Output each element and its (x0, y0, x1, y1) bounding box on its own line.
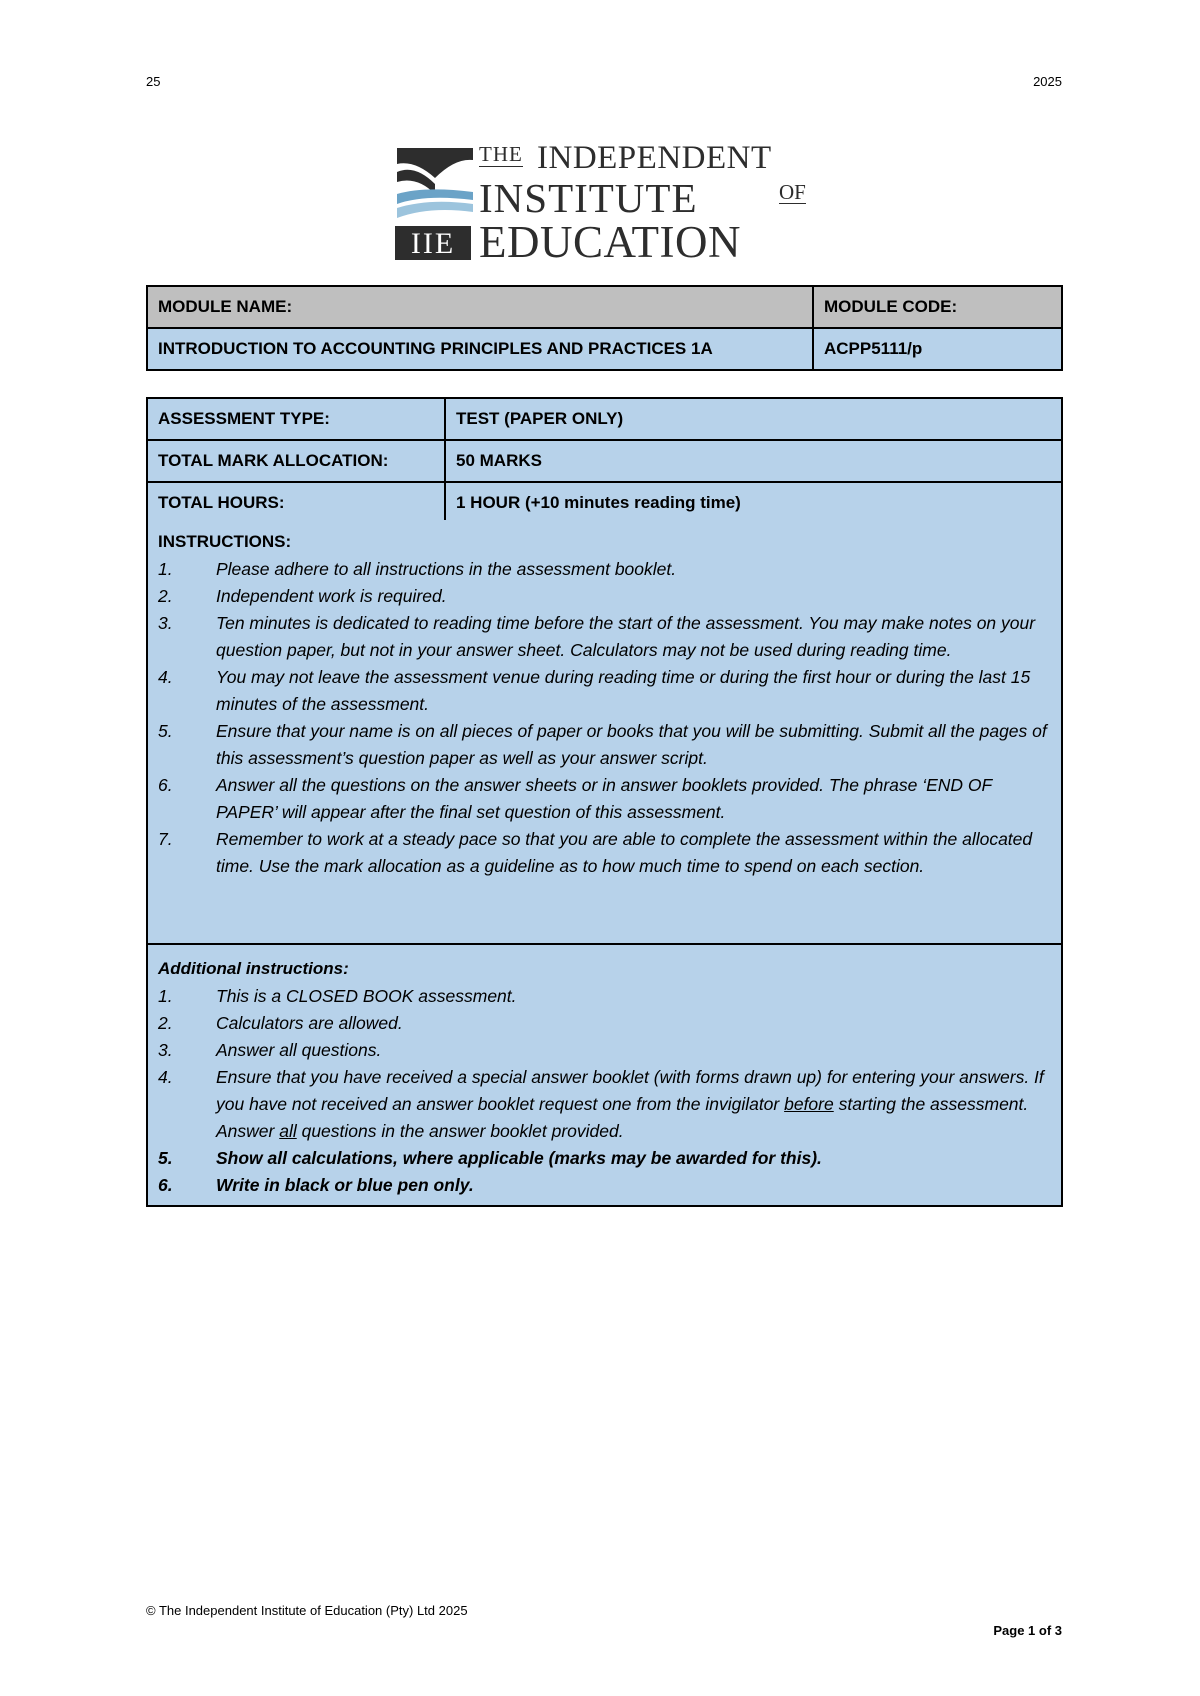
module-name-value: INTRODUCTION TO ACCOUNTING PRINCIPLES AND PRACTICES 1A (147, 328, 813, 370)
list-item: 3. Answer all questions. (158, 1040, 382, 1060)
list-item: 1. This is a CLOSED BOOK assessment. (158, 986, 517, 1006)
header-left-text: 25 (146, 74, 161, 89)
list-item: 3. Ten minutes is dedicated to reading time before the start of the assessment. You may make notes on your question paper, but not in your answer sheet. Calculators may not be used during reading time. (158, 613, 1036, 660)
instructions-title: INSTRUCTIONS: (158, 532, 292, 551)
total-mark-value: 50 MARKS (445, 440, 1062, 482)
assessment-table (146, 397, 1063, 525)
additional-instructions-title: Additional instructions: (158, 959, 349, 978)
module-table (146, 285, 1063, 371)
assessment-type-label: ASSESSMENT TYPE: (147, 398, 445, 440)
list-item: 6. Answer all the questions on the answer sheets or in answer booklets provided. The phrase ‘END OF PAPER’ will appear after the final set question of this assessment. (158, 775, 992, 822)
list-item: 1. Please adhere to all instructions in the assessment booklet. (158, 559, 677, 579)
list-item: 4. Ensure that you have received a special answer booklet (with forms drawn up) for entering your answers. If you have not received an answer booklet request one from the invigilator before starting the assessment. Answer all questions in the answer booklet provided. (158, 1067, 1044, 1141)
total-mark-label: TOTAL MARK ALLOCATION: (147, 440, 445, 482)
logo-of: OF (779, 180, 806, 204)
logo-independent: INDEPENDENT (537, 140, 772, 176)
module-name-label: MODULE NAME: (147, 286, 813, 328)
logo-the: THE (479, 142, 523, 166)
header-year: 2025 (1033, 74, 1062, 89)
list-item: 6. Write in black or blue pen only. (158, 1175, 474, 1195)
assessment-type-value: TEST (PAPER ONLY) (445, 398, 1062, 440)
footer-copyright: © The Independent Institute of Education (Pty) Ltd 2025 (146, 1603, 468, 1618)
list-item: 7. Remember to work at a steady pace so that you are able to complete the assessment within the allocated time. Use the mark allocation as a guideline as to how much time to spend on each section. (158, 829, 1033, 876)
module-code-value: ACPP5111/p (813, 328, 1062, 370)
additional-instructions-box (146, 943, 1063, 1207)
total-hours-label: TOTAL HOURS: (147, 482, 445, 524)
logo-institute: INSTITUTE (479, 175, 698, 221)
logo-iie-badge: IIE (395, 226, 471, 260)
iie-logo (395, 140, 815, 267)
page-number: Page 1 of 3 (993, 1623, 1062, 1638)
list-item: 2. Independent work is required. (158, 586, 447, 606)
list-item: 5. Ensure that your name is on all pieces of paper or books that you will be submitting. Submit all the pages of this assessment’s question paper as well as your answer script. (158, 721, 1047, 768)
module-code-label: MODULE CODE: (813, 286, 1062, 328)
instructions-list (158, 556, 1051, 880)
logo-education: EDUCATION (479, 217, 741, 267)
list-item: 5. Show all calculations, where applicable (marks may be awarded for this). (158, 1148, 822, 1168)
instructions-box (146, 520, 1063, 945)
list-item: 4. You may not leave the assessment venue during reading time or during the first hour or during the last 15 minutes of the assessment. (158, 667, 1031, 714)
additional-instructions-list (158, 983, 1051, 1199)
list-item: 2. Calculators are allowed. (158, 1013, 403, 1033)
total-hours-value: 1 HOUR (+10 minutes reading time) (445, 482, 1062, 524)
